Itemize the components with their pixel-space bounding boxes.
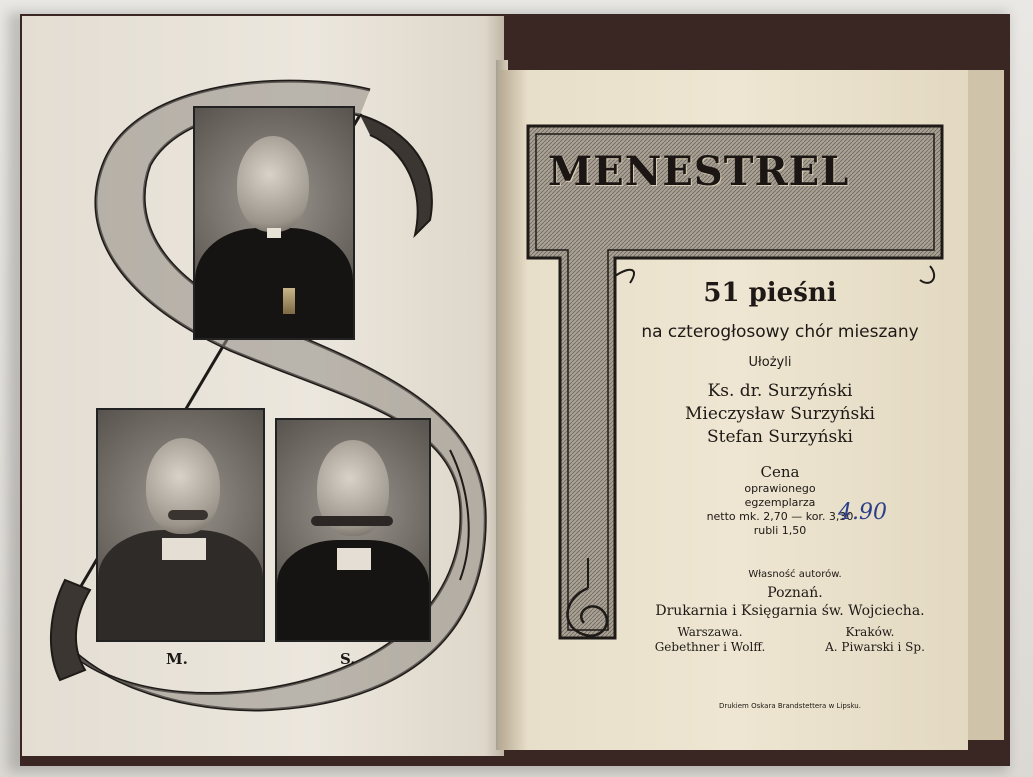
- price-line-1: oprawionego: [744, 482, 816, 495]
- caption-m: M.: [166, 650, 188, 668]
- distributor-left-name: Gebethner i Wolff.: [654, 640, 766, 654]
- portrait-bottom-right: [275, 418, 431, 642]
- handwritten-price: 4.90: [838, 500, 887, 525]
- price-label: Cena: [760, 463, 800, 481]
- distributor-left-city: Warszawa.: [677, 625, 743, 639]
- price-line-2: egzemplarza: [744, 496, 816, 509]
- distributor-right-name: A. Piwarski i Sp.: [825, 640, 925, 654]
- portrait-top: [193, 106, 355, 340]
- author-1: Ks. dr. Surzyński: [707, 381, 853, 401]
- ownership-note: Własność autorów.: [748, 569, 842, 580]
- author-3: Stefan Surzyński: [706, 427, 853, 447]
- description: na czterogłosowy chór mieszany: [641, 322, 919, 342]
- page-title: MENESTREL: [548, 148, 850, 195]
- publisher: Drukarnia i Księgarnia św. Wojciecha.: [655, 603, 925, 619]
- price-line-4: rubli 1,50: [753, 524, 807, 537]
- caption-s: S.: [340, 650, 356, 668]
- subtitle: 51 pieśni: [703, 278, 837, 308]
- author-2: Mieczysław Surzyński: [684, 404, 875, 424]
- arranged-by-label: Ułożyli: [748, 355, 792, 370]
- price-line-3: netto mk. 2,70 — kor. 3,30: [706, 510, 854, 523]
- portrait-bottom-left: [96, 408, 265, 642]
- distributor-right-city: Kraków.: [845, 625, 895, 639]
- printer-note: Drukiem Oskara Brandstettera w Lipsku.: [719, 702, 861, 710]
- city: Poznań.: [767, 585, 823, 601]
